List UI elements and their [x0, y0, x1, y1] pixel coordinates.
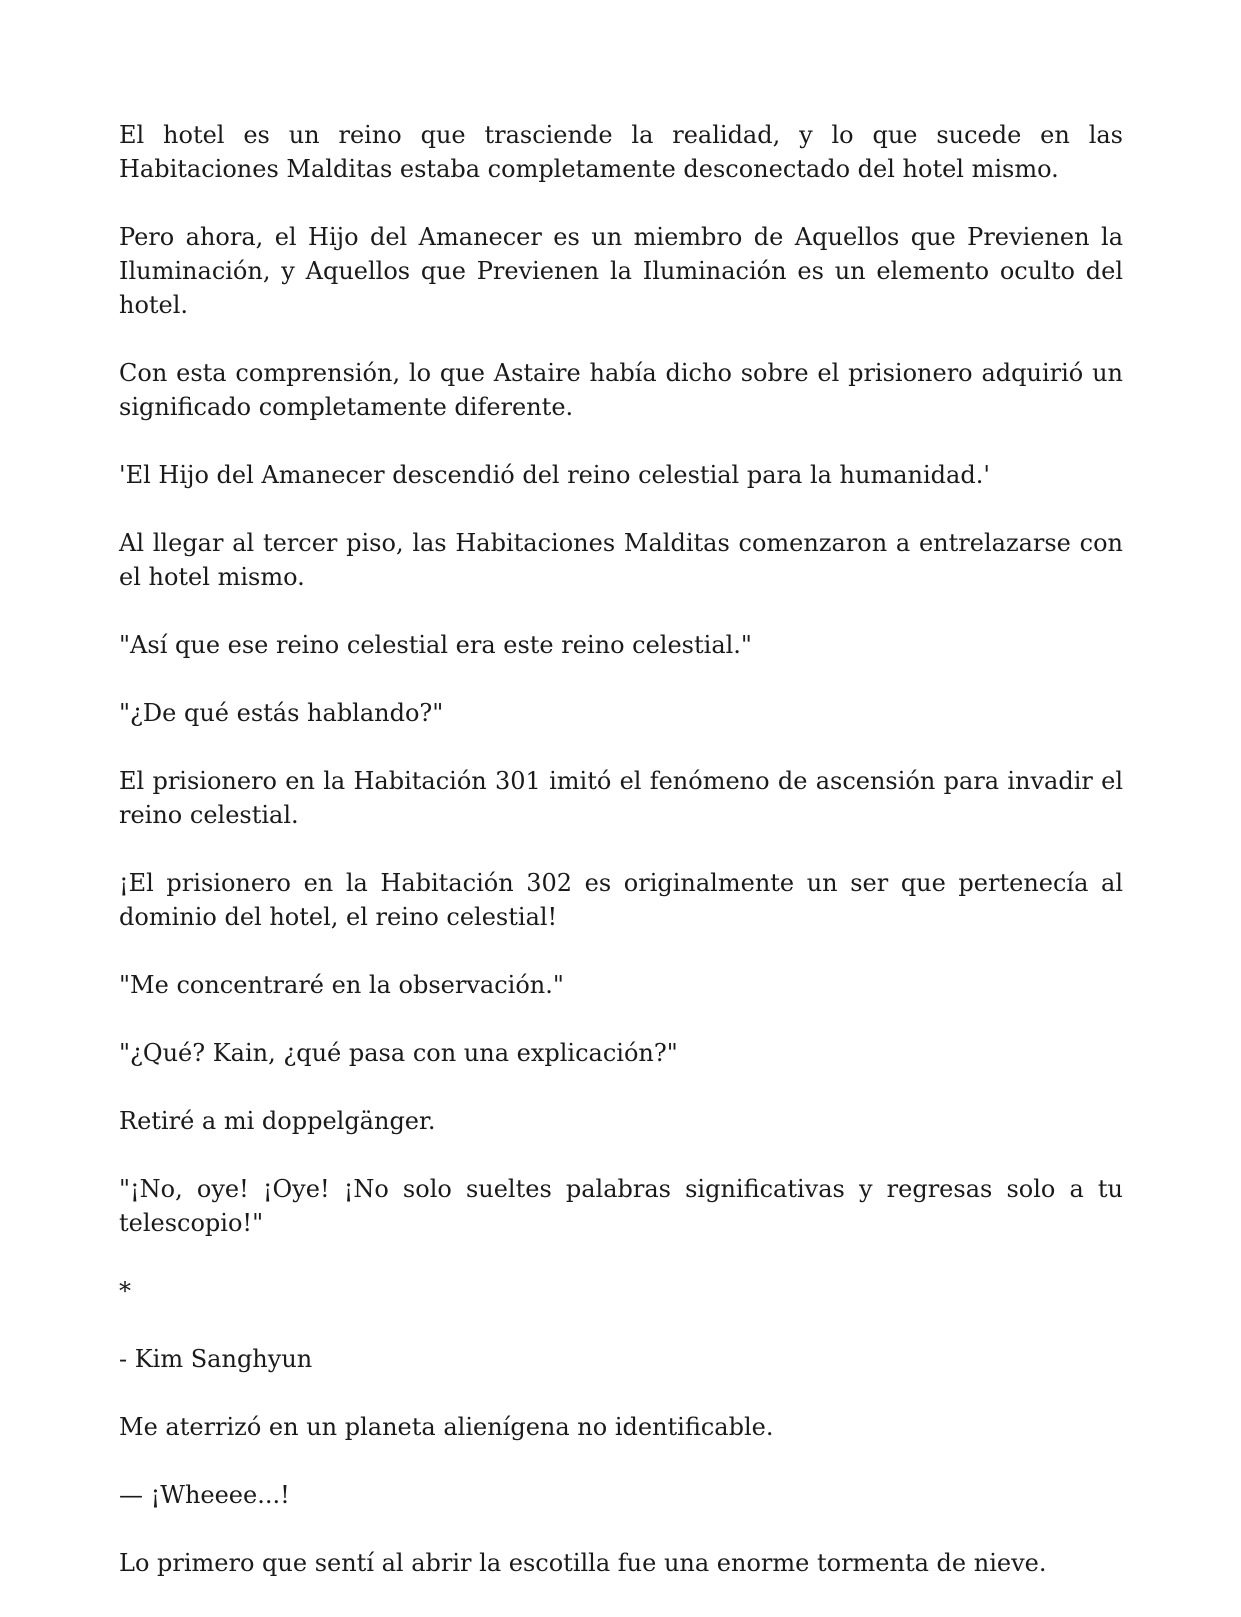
document-body: [119, 118, 1123, 1614]
paragraph-16: Lo primero que sentí al abrir la escotilla fue una enorme tormenta de nieve.: [119, 1549, 1047, 1577]
paragraph-2: Pero ahora, el Hijo del Amanecer es un miembro de Aquellos que Previenen la Iluminación, y Aquellos que Previenen la Iluminación es un elemento oculto del hotel.: [119, 223, 1123, 319]
paragraph-11: "¿Qué? Kain, ¿qué pasa con una explicación?": [119, 1039, 678, 1067]
paragraph-13: "¡No, oye! ¡Oye! ¡No solo sueltes palabras significativas y regresas solo a tu telescopio!": [119, 1175, 1123, 1237]
paragraph-12: Retiré a mi doppelgänger.: [119, 1107, 436, 1135]
paragraph-10: "Me concentraré en la observación.": [119, 971, 564, 999]
paragraph-14: Me aterrizó en un planeta alienígena no identificable.: [119, 1413, 774, 1441]
paragraph-15: — ¡Wheeee...!: [119, 1481, 290, 1509]
paragraph-7: "¿De qué estás hablando?": [119, 699, 444, 727]
paragraph-1: El hotel es un reino que trasciende la realidad, y lo que sucede en las Habitaciones Malditas estaba completamente desconectado del hotel mismo.: [119, 121, 1123, 183]
paragraph-9: ¡El prisionero en la Habitación 302 es originalmente un ser que pertenecía al dominio del hotel, el reino celestial!: [119, 869, 1123, 931]
paragraph-3: Con esta comprensión, lo que Astaire había dicho sobre el prisionero adquirió un significado completamente diferente.: [119, 359, 1123, 421]
paragraph-8: El prisionero en la Habitación 301 imitó el fenómeno de ascensión para invadir el reino celestial.: [119, 767, 1123, 829]
scene-break: *: [119, 1277, 131, 1305]
paragraph-4: 'El Hijo del Amanecer descendió del reino celestial para la humanidad.': [119, 461, 990, 489]
paragraph-6: "Así que ese reino celestial era este reino celestial.": [119, 631, 752, 659]
pov-heading: - Kim Sanghyun: [119, 1345, 313, 1373]
paragraph-5: Al llegar al tercer piso, las Habitaciones Malditas comenzaron a entrelazarse con el hotel mismo.: [119, 529, 1123, 591]
